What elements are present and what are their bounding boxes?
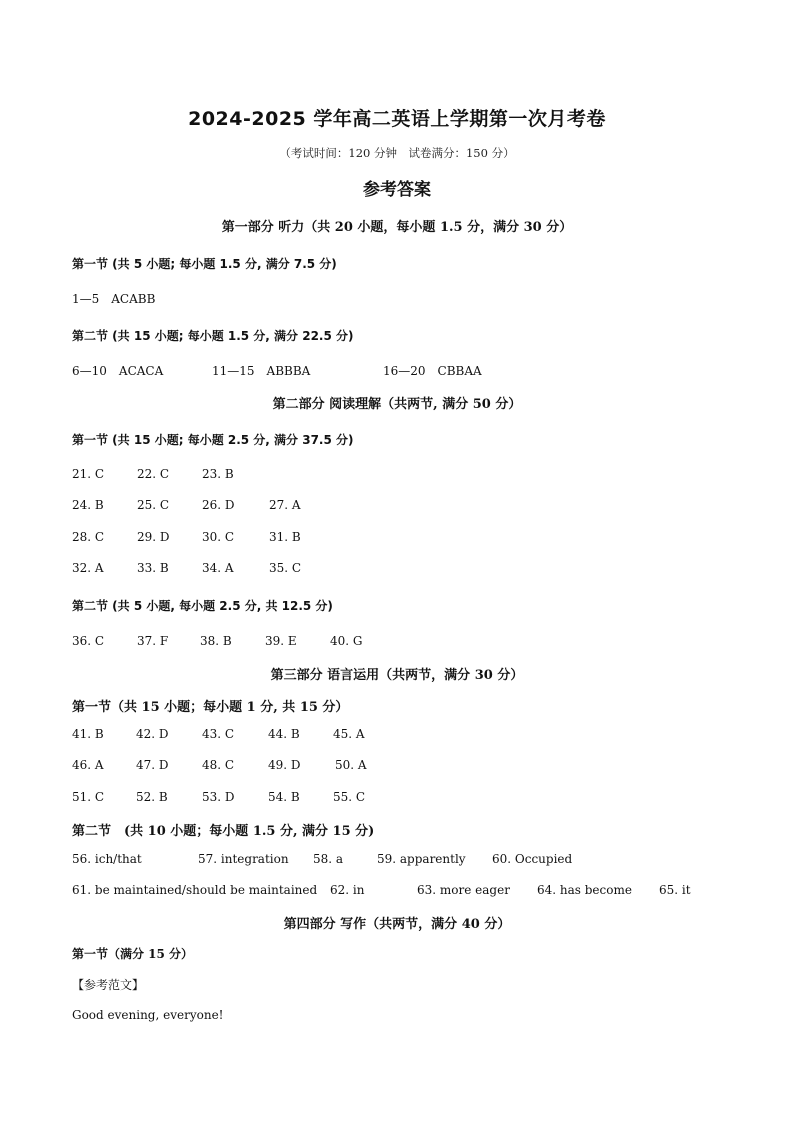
answer-item: 21. C — [72, 467, 105, 481]
part2-heading: 第二部分 阅读理解（共两节, 满分 50 分） — [272, 397, 522, 412]
answer-item: 33. B — [137, 561, 169, 575]
answer-item: 64. has become — [537, 883, 632, 897]
answer-item: 52. B — [136, 790, 168, 804]
answer-group: 6—10 ACACA — [72, 364, 164, 378]
answer-item: 34. A — [202, 561, 234, 575]
exam-info: （考试时间：120 分钟 试卷满分：150 分） — [279, 146, 515, 160]
answer-item: 22. C — [137, 467, 170, 481]
page-title: 2024-2025 学年高二英语上学期第一次月考卷 — [188, 108, 606, 130]
answer-item: 63. more eager — [417, 883, 510, 897]
sample-essay-label: 【参考范文】 — [72, 978, 145, 992]
answer-item: 55. C — [333, 790, 366, 804]
answer-item: 39. E — [265, 634, 297, 648]
answer-item: 29. D — [137, 530, 170, 544]
answer-item: 32. A — [72, 561, 104, 575]
part4-heading: 第四部分 写作（共两节，满分 40 分） — [283, 917, 511, 932]
part2-sec2-heading: 第二节 (共 5 小题, 每小题 2.5 分, 共 12.5 分) — [72, 599, 333, 613]
answer-item: 47. D — [136, 758, 169, 772]
answer-item: 62. in — [330, 883, 365, 897]
answer-item: 59. apparently — [377, 852, 466, 866]
part4-sec1-heading: 第一节（满分 15 分） — [72, 947, 194, 961]
answer-item: 45. A — [333, 727, 365, 741]
answer-key-heading: 参考答案 — [363, 180, 431, 200]
answer-item: 49. D — [268, 758, 301, 772]
answer-item: 26. D — [202, 498, 235, 512]
answer-item: 41. B — [72, 727, 104, 741]
answer-item: 56. ich/that — [72, 852, 142, 866]
part3-sec2-heading: 第二节 (共 10 小题；每小题 1.5 分, 满分 15 分) — [72, 824, 375, 839]
answer-item: 51. C — [72, 790, 105, 804]
answer-item: 30. C — [202, 530, 235, 544]
answer-item: 28. C — [72, 530, 105, 544]
answer-item: 31. B — [269, 530, 301, 544]
answer-item: 53. D — [202, 790, 235, 804]
answer-item: 58. a — [313, 852, 344, 866]
answer-item: 54. B — [268, 790, 300, 804]
part3-sec1-heading: 第一节（共 15 小题；每小题 1 分, 共 15 分） — [72, 700, 349, 715]
answer-item: 61. be maintained/should be maintained — [72, 883, 318, 897]
answer-item: 40. G — [330, 634, 363, 648]
part1-sec2-heading: 第二节 (共 15 小题; 每小题 1.5 分, 满分 22.5 分) — [72, 329, 354, 343]
answer-group: 16—20 CBBAA — [383, 364, 482, 378]
answer-item: 43. C — [202, 727, 235, 741]
part1-sec1-answers: 1—5 ACABB — [72, 292, 156, 306]
sample-essay-text: Good evening, everyone! — [72, 1008, 224, 1022]
answer-item: 27. A — [269, 498, 301, 512]
answer-item: 60. Occupied — [492, 852, 573, 866]
answer-item: 42. D — [136, 727, 169, 741]
answer-item: 48. C — [202, 758, 235, 772]
part1-heading: 第一部分 听力（共 20 小题，每小题 1.5 分，满分 30 分） — [221, 220, 573, 235]
part2-sec1-heading: 第一节 (共 15 小题; 每小题 2.5 分, 满分 37.5 分) — [72, 433, 354, 447]
part1-sec1-heading: 第一节 (共 5 小题; 每小题 1.5 分, 满分 7.5 分) — [72, 257, 337, 271]
answer-group: 11—15 ABBBA — [212, 364, 311, 378]
answer-item: 57. integration — [198, 852, 289, 866]
answer-item: 25. C — [137, 498, 170, 512]
answer-item: 50. A — [335, 758, 367, 772]
answer-item: 24. B — [72, 498, 104, 512]
answer-item: 65. it — [659, 883, 691, 897]
answer-item: 37. F — [137, 634, 169, 648]
answer-item: 36. C — [72, 634, 105, 648]
answer-item: 44. B — [268, 727, 300, 741]
answer-item: 38. B — [200, 634, 232, 648]
part3-heading: 第三部分 语言运用（共两节，满分 30 分） — [270, 668, 524, 683]
answer-item: 23. B — [202, 467, 234, 481]
answer-item: 35. C — [269, 561, 302, 575]
answer-item: 46. A — [72, 758, 104, 772]
